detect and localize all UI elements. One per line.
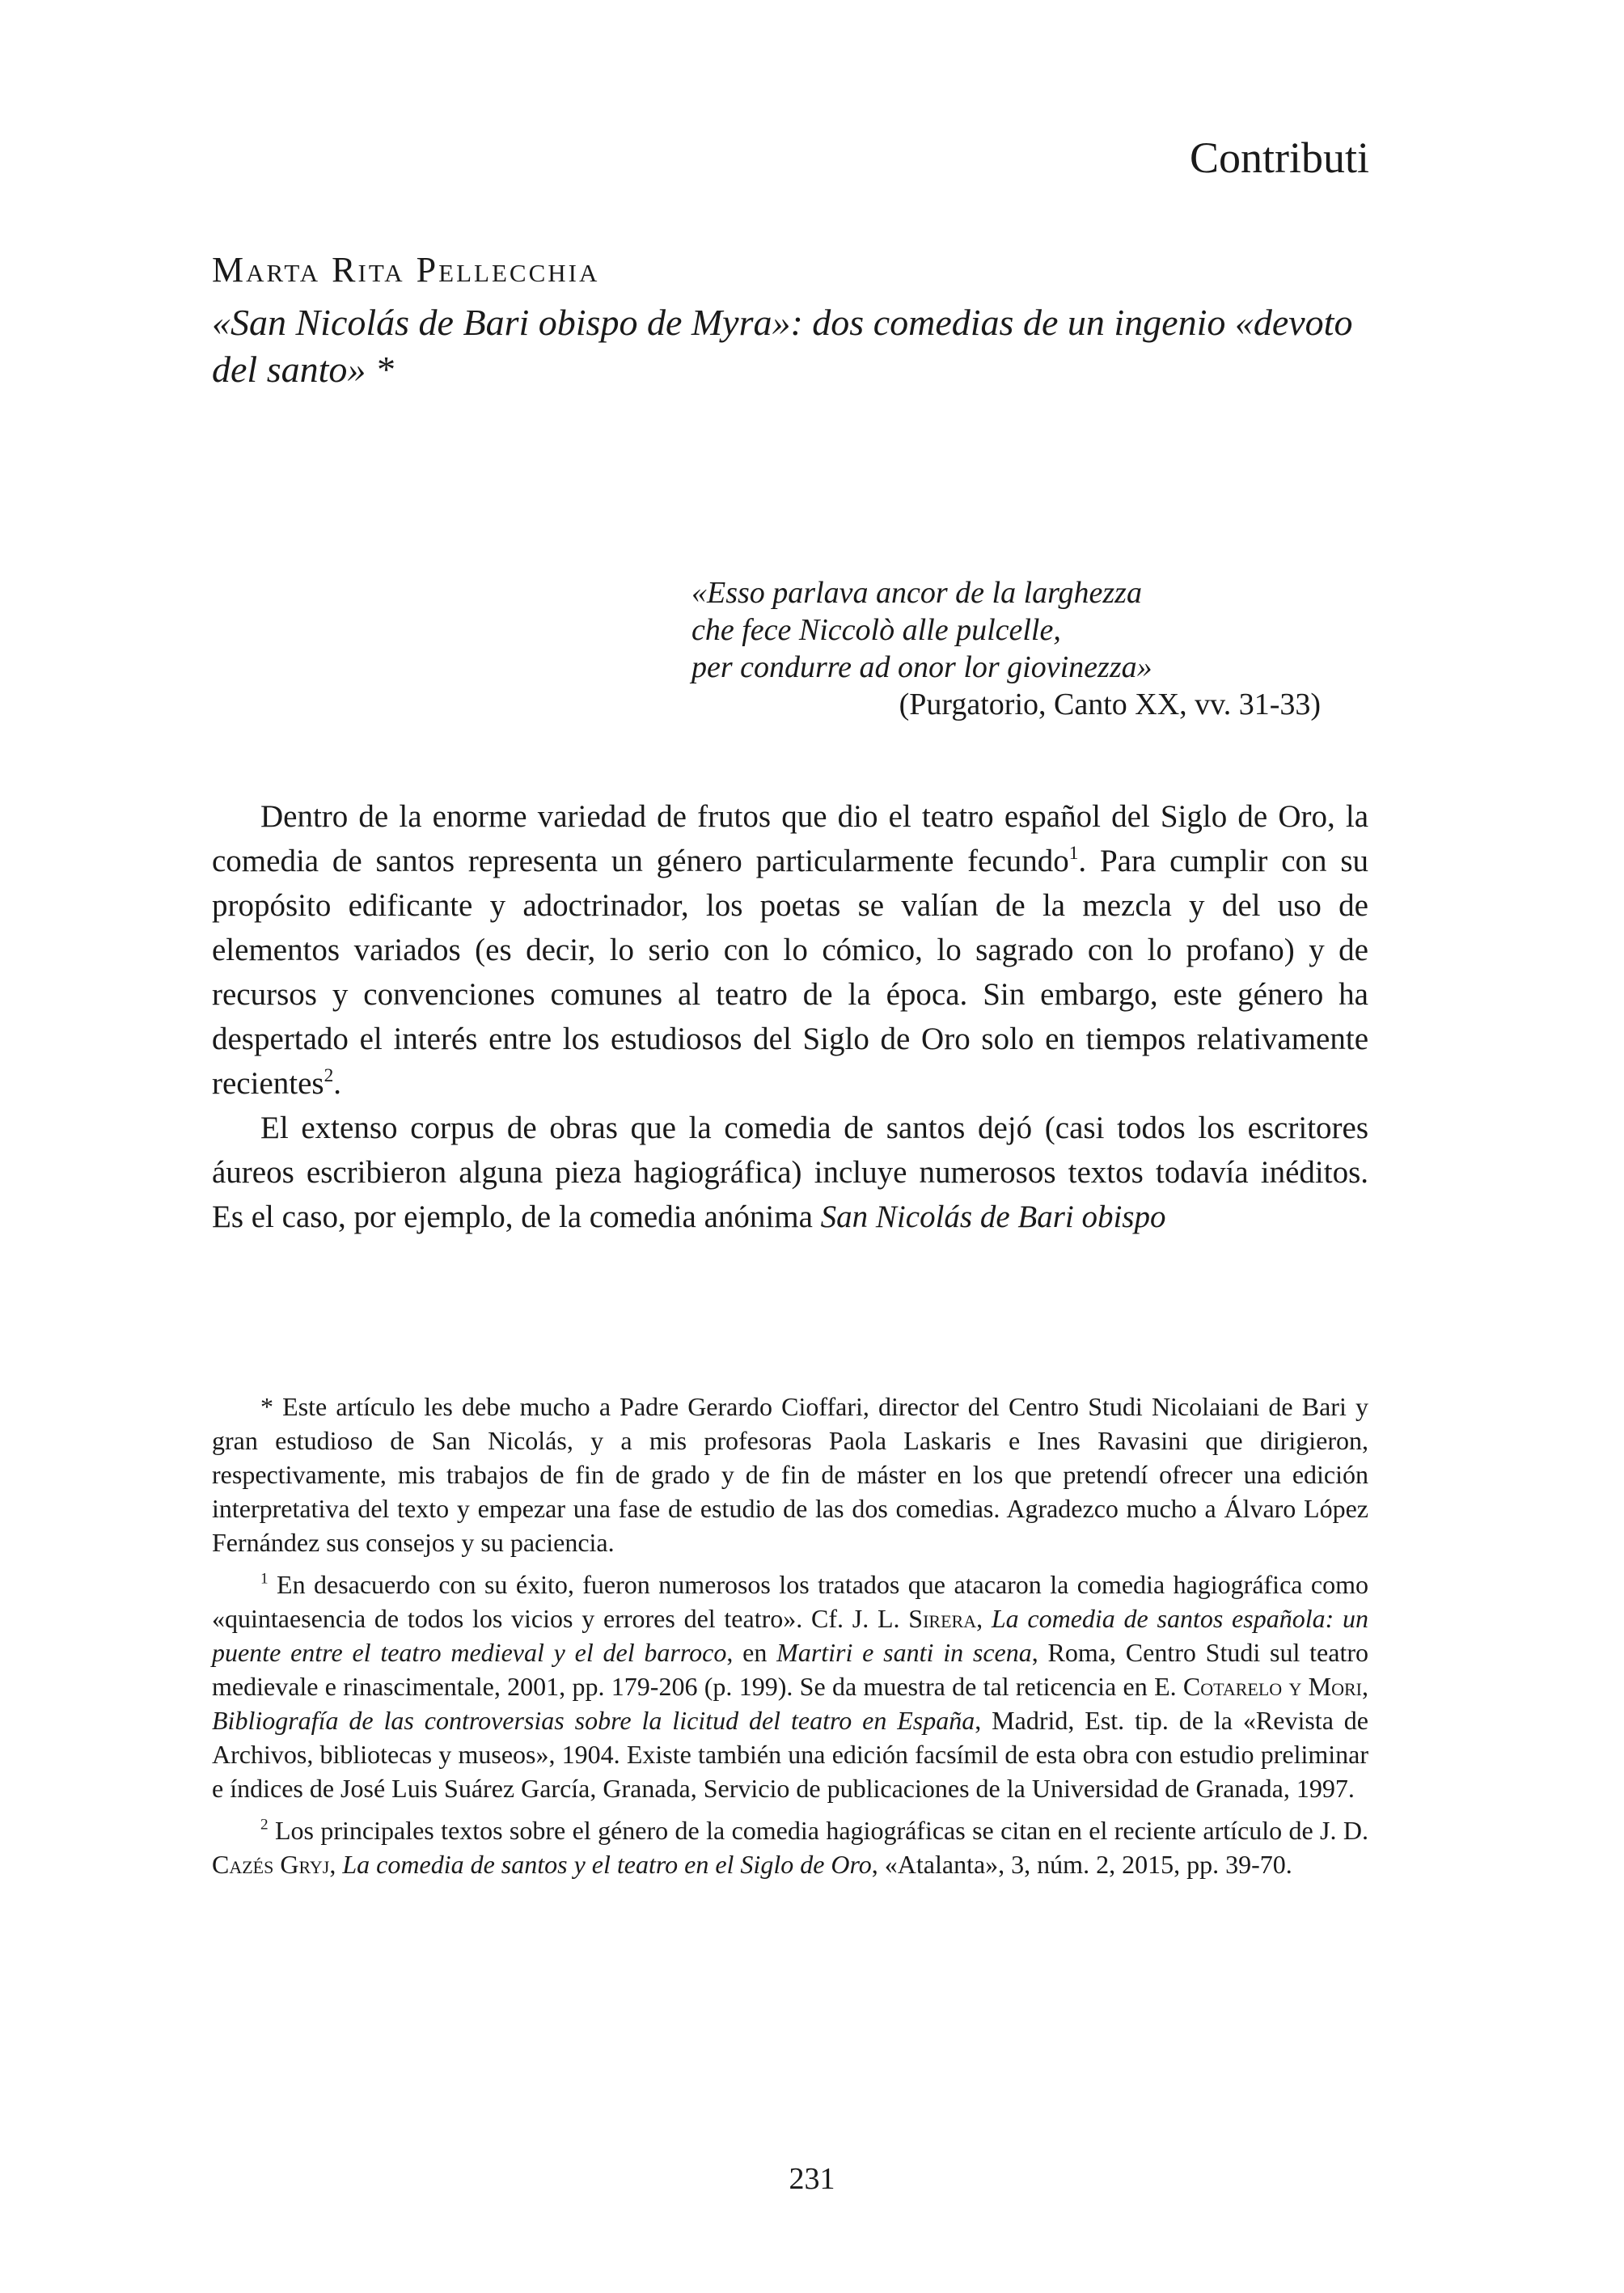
footnote-mark: 2: [260, 1816, 269, 1834]
footnote-author: Cotarelo y Mori: [1182, 1672, 1362, 1701]
body-text-run: Dentro de la enorme variedad de frutos que dio el teatro español del Siglo de Oro, la comedia de santos representa un género particularmente fecundo: [212, 799, 1368, 878]
page-number: 231: [789, 2162, 835, 2196]
epigraph-line: «Esso parlava ancor de la larghezza: [691, 576, 1142, 610]
footnote-work-title: La comedia de santos y el teatro en el Siglo de Oro: [342, 1850, 872, 1879]
footnote-work-title: La comedia de santos española: un puente entre el teatro medieval y el del barroco: [212, 1604, 1369, 1667]
footnote-mark: 1: [260, 1570, 269, 1588]
footnote-text: En desacuerdo con su éxito, fueron numerosos los tratados que atacaron la comedia hagiográfica como «quintaesencia de todos los vicios y errores del teatro». Cf. J. L.: [212, 1570, 1368, 1633]
footnote: [212, 1567, 1368, 1805]
footnote: [212, 1813, 1368, 1881]
article-title: «San Nicolás de Bari obispo de Myra»: dos comedias de un ingenio «devoto del santo» *: [212, 302, 1353, 390]
body-text-run: .: [333, 1066, 342, 1101]
footnote-text: Los principales textos sobre el género de la comedia hagiográficas se citan en el reciente artículo de J. D.: [268, 1816, 1368, 1845]
body-text-run: . Para cumplir con su propósito edificante y adoctrinador, los poetas se valían de la mezcla y del uso de elementos variados (es decir, lo serio con lo cómico, lo sagrado con lo profano) y de recursos y convenciones comunes al teatro de la época. Sin embargo, este género ha despertado el interés entre los estudiosos del Siglo de Oro solo en tiempos relativamente recientes: [212, 844, 1368, 1101]
body-paragraph: [212, 1106, 1368, 1239]
epigraph-line: per condurre ad onor lor giovinezza»: [691, 650, 1152, 684]
footnote-text: , Madrid, Est. tip. de la «Revista de Archivos, bibliotecas y museos», 1904. Existe también una edición facsímil de esta obra con estudio preliminar e índices de José Luis Suárez García, Granada, Servicio de publicaciones de la Universidad de Granada, 1997.: [212, 1706, 1369, 1803]
footnote-text: ,: [329, 1850, 343, 1879]
footnote-ref: 2: [324, 1064, 334, 1086]
footnote-text: ,: [976, 1604, 992, 1633]
body-text: [212, 794, 1368, 1239]
epigraph: [691, 574, 1339, 723]
footnote-text: , en: [726, 1638, 777, 1667]
footnote-text: Este artículo les debe mucho a Padre Gerardo Cioffari, director del Centro Studi Nicolaiani de Bari y gran estudioso de San Nicolás, y a mis profesoras Paola Laskaris e Ines Ravasini que dirigieron, respectivamente, mis trabajos de fin de grado y de fin de máster en los que pretendí ofrecer una edición interpretativa del texto y empezar una fase de estudio de las dos comedias. Agradezco mucho a Álvaro López Fernández sus consejos y su paciencia.: [212, 1392, 1368, 1557]
footnote: [212, 1390, 1368, 1559]
body-text-italic: San Nicolás de Bari obispo: [820, 1199, 1166, 1234]
footnote-text: , Roma, Centro Studi sul teatro medievale e rinascimentale, 2001, pp. 179-206 (p. 199). Se da muestra de tal reticencia en E.: [212, 1638, 1369, 1701]
body-paragraph: [212, 794, 1368, 1106]
footnote-mark: *: [260, 1392, 273, 1421]
footnote-ref: 1: [1068, 842, 1079, 864]
footnote-text: ,: [1362, 1672, 1368, 1701]
footnote-author: Sirera: [908, 1604, 977, 1633]
section-header: Contributi: [1189, 133, 1369, 182]
epigraph-source: (Purgatorio, Canto XX, vv. 31-33): [899, 687, 1321, 721]
footnote-text: , «Atalanta», 3, núm. 2, 2015, pp. 39-70.: [871, 1850, 1292, 1879]
footnotes: [212, 1390, 1368, 1889]
article-author: Marta Rita Pellecchia: [212, 250, 600, 290]
footnote-author: Cazés Gryj: [212, 1850, 330, 1879]
footnote-work-title: Bibliografía de las controversias sobre la licitud del teatro en España: [212, 1706, 975, 1735]
body-text-run: El extenso corpus de obras que la comedia de santos dejó (casi todos los escritores áureos escribieron alguna pieza hagiográfica) incluye numerosos textos todavía inéditos. Es el caso, por ejemplo, de la comedia anónima: [212, 1111, 1368, 1234]
footnote-work-title: Martiri e santi in scena: [776, 1638, 1032, 1667]
epigraph-line: che fece Niccolò alle pulcelle,: [691, 613, 1061, 647]
